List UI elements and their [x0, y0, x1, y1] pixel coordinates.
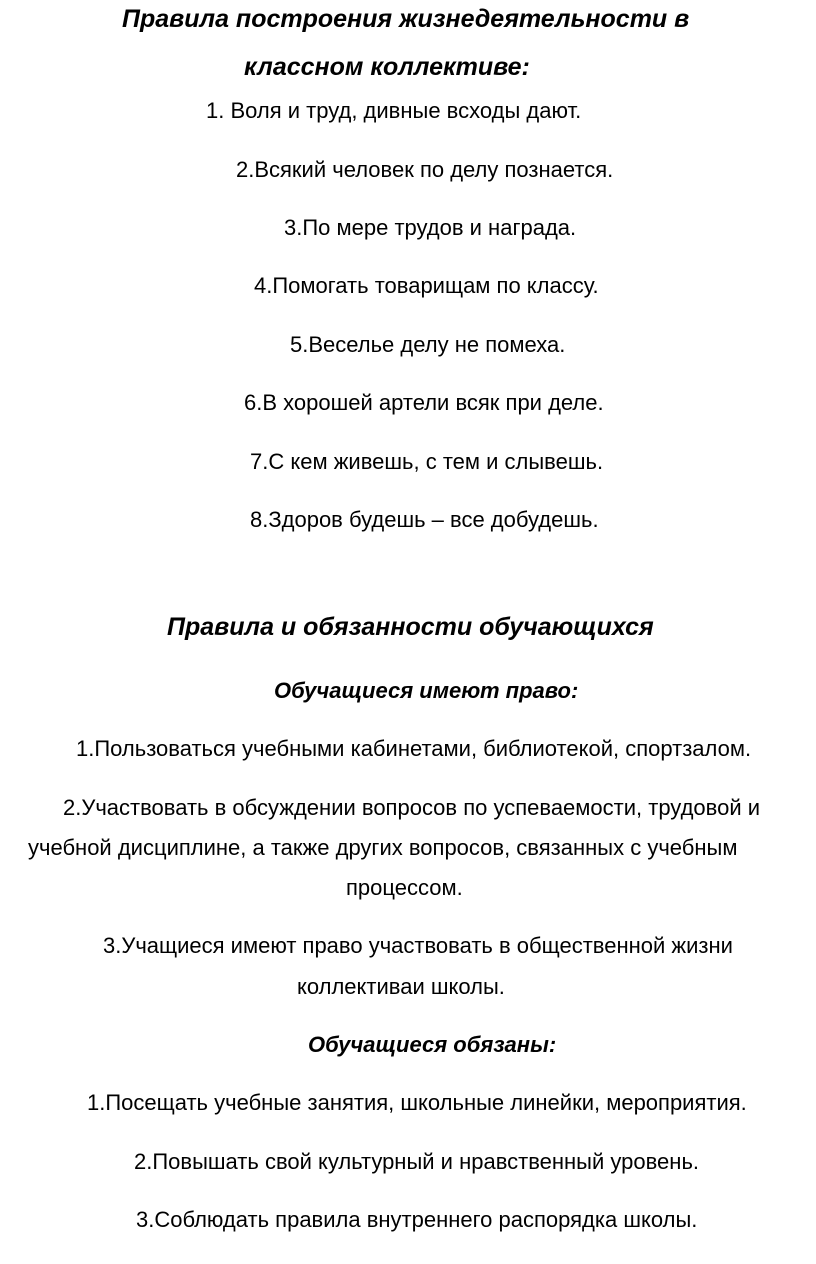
rule-item-3: 3.По мере трудов и награда. [284, 215, 577, 240]
right-item-2-line3: процессом. [346, 875, 463, 900]
duties-heading: Обучащиеся обязаны: [308, 1032, 557, 1057]
rule-item-4: 4.Помогать товарищам по классу. [254, 273, 599, 298]
rule-item-5: 5.Веселье делу не помеха. [290, 332, 566, 357]
rule-item-8: 8.Здоров будешь – все добудешь. [250, 507, 599, 532]
rights-heading: Обучащиеся имеют право: [274, 678, 579, 703]
rule-item-1: 1. Воля и труд, дивные всходы дают. [206, 98, 582, 123]
right-item-3-line2: коллективаи школы. [297, 974, 505, 999]
right-item-1: 1.Пользоваться учебными кабинетами, библиотекой, спортзалом. [76, 736, 752, 761]
section1-title-line2: классном коллективе: [244, 53, 530, 81]
section2-title: Правила и обязанности обучающихся [167, 613, 654, 641]
duty-item-2: 2.Повышать свой культурный и нравственный уровень. [134, 1149, 700, 1174]
right-item-2-line1: 2.Участвовать в обсуждении вопросов по успеваемости, трудовой и [63, 795, 761, 820]
duty-item-1: 1.Посещать учебные занятия, школьные линейки, мероприятия. [87, 1090, 747, 1115]
right-item-3-line1: 3.Учащиеся имеют право участвовать в общественной жизни [103, 933, 733, 958]
rule-item-2: 2.Всякий человек по делу познается. [236, 157, 614, 182]
rule-item-6: 6.В хорошей артели всяк при деле. [244, 390, 604, 415]
duty-item-3: 3.Соблюдать правила внутреннего распорядка школы. [136, 1207, 698, 1232]
section1-title-line1: Правила построения жизнедеятельности в [122, 5, 690, 33]
rule-item-7: 7.С кем живешь, с тем и слывешь. [250, 449, 604, 474]
right-item-2-line2: учебной дисциплине, а также других вопросов, связанных с учебным [28, 835, 738, 860]
